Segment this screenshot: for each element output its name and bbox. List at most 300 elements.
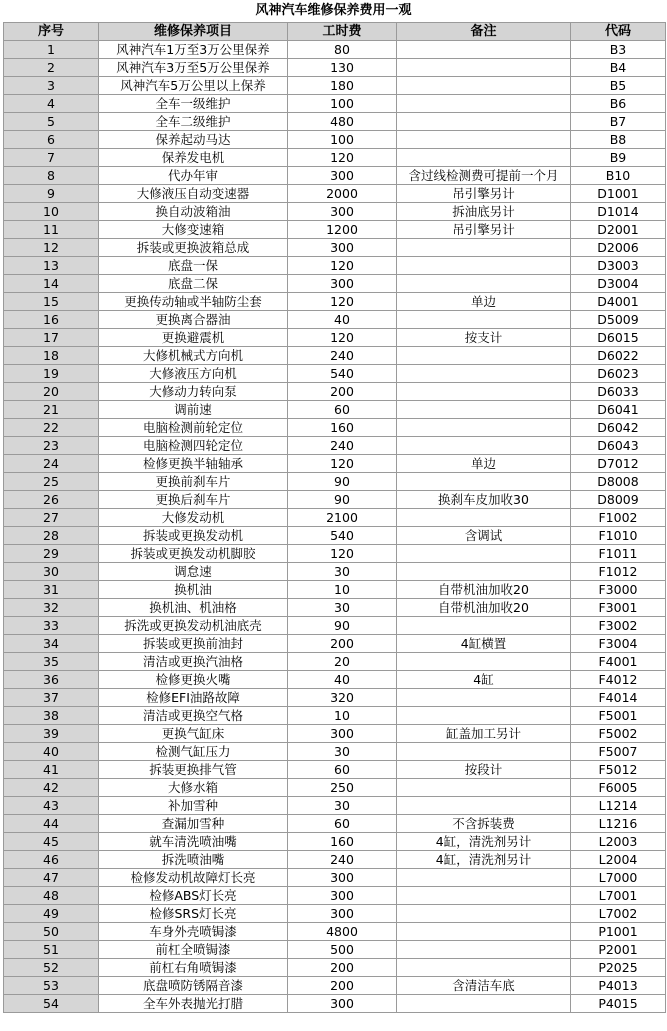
labor-fee: 500 [288, 941, 397, 959]
labor-fee: 60 [288, 815, 397, 833]
item-code: P4013 [571, 977, 666, 995]
row-index: 6 [4, 131, 99, 149]
remark [397, 149, 571, 167]
remark [397, 59, 571, 77]
labor-fee: 60 [288, 401, 397, 419]
item-name: 前杠右角喷锔漆 [99, 959, 288, 977]
item-code: D8009 [571, 491, 666, 509]
row-index: 52 [4, 959, 99, 977]
item-name: 换自动波箱油 [99, 203, 288, 221]
remark [397, 923, 571, 941]
row-index: 9 [4, 185, 99, 203]
remark [397, 239, 571, 257]
labor-fee: 300 [288, 869, 397, 887]
remark [397, 707, 571, 725]
labor-fee: 300 [288, 167, 397, 185]
labor-fee: 30 [288, 797, 397, 815]
remark [397, 779, 571, 797]
remark: 拆油底另计 [397, 203, 571, 221]
table-row [4, 833, 666, 851]
remark: 吊引擎另计 [397, 221, 571, 239]
table-row [4, 185, 666, 203]
item-code: D7012 [571, 455, 666, 473]
item-code: F5012 [571, 761, 666, 779]
table-row [4, 365, 666, 383]
item-name: 风神汽车5万公里以上保养 [99, 77, 288, 95]
remark: 4缸 [397, 671, 571, 689]
remark: 缸盖加工另计 [397, 725, 571, 743]
sheet-title: 风神汽车维修保养费用一观 [255, 3, 412, 18]
table-row [4, 347, 666, 365]
table-row [4, 653, 666, 671]
table-row [4, 725, 666, 743]
table-row [4, 599, 666, 617]
remark [397, 419, 571, 437]
row-index: 22 [4, 419, 99, 437]
table-row [4, 815, 666, 833]
row-index: 36 [4, 671, 99, 689]
labor-fee: 300 [288, 887, 397, 905]
row-index: 45 [4, 833, 99, 851]
labor-fee: 320 [288, 689, 397, 707]
item-name: 大修水箱 [99, 779, 288, 797]
labor-fee: 80 [288, 41, 397, 59]
row-index: 19 [4, 365, 99, 383]
row-index: 23 [4, 437, 99, 455]
row-index: 5 [4, 113, 99, 131]
row-index: 25 [4, 473, 99, 491]
table-row [4, 149, 666, 167]
item-code: D2001 [571, 221, 666, 239]
row-index: 13 [4, 257, 99, 275]
remark [397, 563, 571, 581]
labor-fee: 100 [288, 131, 397, 149]
row-index: 37 [4, 689, 99, 707]
table-row [4, 329, 666, 347]
item-code: D3003 [571, 257, 666, 275]
table-row [4, 455, 666, 473]
remark [397, 383, 571, 401]
item-code: L2003 [571, 833, 666, 851]
labor-fee: 30 [288, 563, 397, 581]
item-name: 清洁或更换汽油格 [99, 653, 288, 671]
item-code: L7002 [571, 905, 666, 923]
item-name: 大修发动机 [99, 509, 288, 527]
labor-fee: 160 [288, 833, 397, 851]
item-code: D3004 [571, 275, 666, 293]
remark [397, 131, 571, 149]
row-index: 29 [4, 545, 99, 563]
item-code: D1001 [571, 185, 666, 203]
labor-fee: 60 [288, 761, 397, 779]
row-index: 50 [4, 923, 99, 941]
table-row [4, 869, 666, 887]
row-index: 7 [4, 149, 99, 167]
item-code: F3002 [571, 617, 666, 635]
remark: 自带机油加收20 [397, 599, 571, 617]
item-code: D4001 [571, 293, 666, 311]
labor-fee: 120 [288, 329, 397, 347]
row-index: 54 [4, 995, 99, 1013]
item-code: L7000 [571, 869, 666, 887]
item-name: 调前速 [99, 401, 288, 419]
labor-fee: 10 [288, 581, 397, 599]
table-row [4, 905, 666, 923]
row-index: 11 [4, 221, 99, 239]
item-name: 更换气缸床 [99, 725, 288, 743]
labor-fee: 300 [288, 203, 397, 221]
item-code: B10 [571, 167, 666, 185]
row-index: 14 [4, 275, 99, 293]
labor-fee: 90 [288, 473, 397, 491]
item-name: 风神汽车1万至3万公里保养 [99, 41, 288, 59]
remark [397, 653, 571, 671]
table-row [4, 527, 666, 545]
labor-fee: 300 [288, 905, 397, 923]
remark [397, 401, 571, 419]
remark [397, 869, 571, 887]
labor-fee: 4800 [288, 923, 397, 941]
row-index: 2 [4, 59, 99, 77]
remark: 自带机油加收20 [397, 581, 571, 599]
labor-fee: 2100 [288, 509, 397, 527]
table-row [4, 491, 666, 509]
labor-fee: 130 [288, 59, 397, 77]
remark [397, 275, 571, 293]
item-code: F1012 [571, 563, 666, 581]
labor-fee: 300 [288, 239, 397, 257]
item-code: D6041 [571, 401, 666, 419]
remark [397, 77, 571, 95]
item-code: B3 [571, 41, 666, 59]
header-remark: 备注 [397, 23, 571, 41]
table-row [4, 113, 666, 131]
row-index: 30 [4, 563, 99, 581]
item-code: B6 [571, 95, 666, 113]
row-index: 24 [4, 455, 99, 473]
row-index: 18 [4, 347, 99, 365]
table-row [4, 977, 666, 995]
table-row [4, 275, 666, 293]
item-code: L1214 [571, 797, 666, 815]
row-index: 28 [4, 527, 99, 545]
remark [397, 509, 571, 527]
row-index: 46 [4, 851, 99, 869]
remark: 4缸横置 [397, 635, 571, 653]
table-row [4, 995, 666, 1013]
remark: 单边 [397, 293, 571, 311]
row-index: 17 [4, 329, 99, 347]
item-name: 换机油、机油格 [99, 599, 288, 617]
item-name: 底盘一保 [99, 257, 288, 275]
item-name: 清洁或更换空气格 [99, 707, 288, 725]
labor-fee: 240 [288, 437, 397, 455]
remark [397, 941, 571, 959]
remark [397, 887, 571, 905]
row-index: 21 [4, 401, 99, 419]
labor-fee: 180 [288, 77, 397, 95]
remark [397, 959, 571, 977]
row-index: 47 [4, 869, 99, 887]
remark: 单边 [397, 455, 571, 473]
item-name: 底盘喷防锈隔音漆 [99, 977, 288, 995]
row-index: 34 [4, 635, 99, 653]
item-name: 大修变速箱 [99, 221, 288, 239]
row-index: 4 [4, 95, 99, 113]
remark: 换刹车皮加收30 [397, 491, 571, 509]
row-index: 41 [4, 761, 99, 779]
row-index: 10 [4, 203, 99, 221]
item-code: L1216 [571, 815, 666, 833]
item-name: 检修EFI油路故障 [99, 689, 288, 707]
labor-fee: 90 [288, 617, 397, 635]
item-name: 更换前刹车片 [99, 473, 288, 491]
item-code: F4014 [571, 689, 666, 707]
item-code: D5009 [571, 311, 666, 329]
item-name: 补加雪种 [99, 797, 288, 815]
labor-fee: 40 [288, 311, 397, 329]
row-index: 35 [4, 653, 99, 671]
labor-fee: 10 [288, 707, 397, 725]
item-name: 拆装或更换发动机 [99, 527, 288, 545]
row-index: 12 [4, 239, 99, 257]
table-row [4, 761, 666, 779]
item-code: F4001 [571, 653, 666, 671]
item-code: D6043 [571, 437, 666, 455]
remark [397, 905, 571, 923]
remark [397, 995, 571, 1013]
table-row [4, 95, 666, 113]
labor-fee: 540 [288, 527, 397, 545]
item-name: 检修ABS灯长亮 [99, 887, 288, 905]
item-name: 拆装或更换波箱总成 [99, 239, 288, 257]
labor-fee: 40 [288, 671, 397, 689]
item-name: 换机油 [99, 581, 288, 599]
item-name: 拆洗喷油嘴 [99, 851, 288, 869]
row-index: 38 [4, 707, 99, 725]
table-row [4, 887, 666, 905]
item-name: 代办年审 [99, 167, 288, 185]
table-row [4, 743, 666, 761]
table-row [4, 581, 666, 599]
item-name: 拆洗或更换发动机油底壳 [99, 617, 288, 635]
remark [397, 473, 571, 491]
item-code: P2025 [571, 959, 666, 977]
table-body [4, 41, 666, 1013]
row-index: 26 [4, 491, 99, 509]
remark [397, 545, 571, 563]
table-row [4, 563, 666, 581]
row-index: 3 [4, 77, 99, 95]
item-name: 更换传动轴或半轴防尘套 [99, 293, 288, 311]
item-name: 拆装或更换前油封 [99, 635, 288, 653]
item-code: D1014 [571, 203, 666, 221]
item-code: F3000 [571, 581, 666, 599]
labor-fee: 120 [288, 257, 397, 275]
row-index: 53 [4, 977, 99, 995]
header-item: 维修保养项目 [99, 23, 288, 41]
item-name: 电脑检测四轮定位 [99, 437, 288, 455]
labor-fee: 540 [288, 365, 397, 383]
item-name: 电脑检测前轮定位 [99, 419, 288, 437]
table-row [4, 221, 666, 239]
labor-fee: 20 [288, 653, 397, 671]
item-name: 检测气缸压力 [99, 743, 288, 761]
item-code: L2004 [571, 851, 666, 869]
table-row [4, 383, 666, 401]
item-code: F3004 [571, 635, 666, 653]
item-name: 查漏加雪种 [99, 815, 288, 833]
table-row [4, 689, 666, 707]
labor-fee: 1200 [288, 221, 397, 239]
remark: 按支计 [397, 329, 571, 347]
item-code: D8008 [571, 473, 666, 491]
item-code: B8 [571, 131, 666, 149]
table-row [4, 41, 666, 59]
table-row [4, 923, 666, 941]
item-name: 就车清洗喷油嘴 [99, 833, 288, 851]
item-code: D6023 [571, 365, 666, 383]
labor-fee: 480 [288, 113, 397, 131]
remark: 按段计 [397, 761, 571, 779]
item-code: F6005 [571, 779, 666, 797]
item-name: 拆装更换排气管 [99, 761, 288, 779]
row-index: 20 [4, 383, 99, 401]
item-name: 调怠速 [99, 563, 288, 581]
item-code: D6022 [571, 347, 666, 365]
labor-fee: 240 [288, 851, 397, 869]
item-name: 检修SRS灯长亮 [99, 905, 288, 923]
labor-fee: 200 [288, 635, 397, 653]
item-name: 大修机械式方向机 [99, 347, 288, 365]
labor-fee: 200 [288, 959, 397, 977]
remark [397, 113, 571, 131]
item-code: F5002 [571, 725, 666, 743]
labor-fee: 30 [288, 743, 397, 761]
item-name: 更换离合器油 [99, 311, 288, 329]
table-row [4, 59, 666, 77]
item-code: F4012 [571, 671, 666, 689]
item-code: F3001 [571, 599, 666, 617]
item-name: 更换避震机 [99, 329, 288, 347]
table-row [4, 311, 666, 329]
labor-fee: 250 [288, 779, 397, 797]
remark [397, 437, 571, 455]
item-code: F5007 [571, 743, 666, 761]
item-code: P1001 [571, 923, 666, 941]
table-row [4, 293, 666, 311]
remark: 含清洁车底 [397, 977, 571, 995]
item-code: B4 [571, 59, 666, 77]
item-name: 检修更换火嘴 [99, 671, 288, 689]
item-code: L7001 [571, 887, 666, 905]
labor-fee: 300 [288, 725, 397, 743]
remark [397, 311, 571, 329]
item-code: B5 [571, 77, 666, 95]
row-index: 16 [4, 311, 99, 329]
item-code: D6015 [571, 329, 666, 347]
table-row [4, 941, 666, 959]
item-name: 更换后刹车片 [99, 491, 288, 509]
header-code: 代码 [571, 23, 666, 41]
table-row [4, 635, 666, 653]
item-name: 检修发动机故障灯长亮 [99, 869, 288, 887]
remark: 4缸，清洗剂另计 [397, 833, 571, 851]
table-row [4, 671, 666, 689]
labor-fee: 120 [288, 293, 397, 311]
item-name: 底盘二保 [99, 275, 288, 293]
table-row [4, 437, 666, 455]
row-index: 39 [4, 725, 99, 743]
table-row [4, 707, 666, 725]
item-code: F1002 [571, 509, 666, 527]
item-code: B7 [571, 113, 666, 131]
remark: 不含拆装费 [397, 815, 571, 833]
row-index: 1 [4, 41, 99, 59]
row-index: 43 [4, 797, 99, 815]
item-name: 检修更换半轴轴承 [99, 455, 288, 473]
row-index: 33 [4, 617, 99, 635]
item-name: 保养发电机 [99, 149, 288, 167]
labor-fee: 120 [288, 149, 397, 167]
header-row [4, 23, 666, 41]
remark [397, 347, 571, 365]
item-code: P2001 [571, 941, 666, 959]
item-code: F1010 [571, 527, 666, 545]
row-index: 27 [4, 509, 99, 527]
item-name: 前杠全喷锔漆 [99, 941, 288, 959]
table-row [4, 509, 666, 527]
remark [397, 365, 571, 383]
row-index: 42 [4, 779, 99, 797]
table-row [4, 779, 666, 797]
labor-fee: 120 [288, 455, 397, 473]
labor-fee: 300 [288, 995, 397, 1013]
table-row [4, 797, 666, 815]
item-name: 车身外壳喷锔漆 [99, 923, 288, 941]
maintenance-fee-table [3, 22, 666, 1013]
remark [397, 257, 571, 275]
remark: 吊引擎另计 [397, 185, 571, 203]
row-index: 49 [4, 905, 99, 923]
remark [397, 95, 571, 113]
remark [397, 41, 571, 59]
table-row [4, 239, 666, 257]
row-index: 15 [4, 293, 99, 311]
labor-fee: 300 [288, 275, 397, 293]
remark [397, 617, 571, 635]
table-row [4, 473, 666, 491]
table-row [4, 851, 666, 869]
table-row [4, 545, 666, 563]
remark: 含过线检测费可提前一个月 [397, 167, 571, 185]
row-index: 8 [4, 167, 99, 185]
remark: 4缸，清洗剂另计 [397, 851, 571, 869]
item-name: 大修液压自动变速器 [99, 185, 288, 203]
table-row [4, 131, 666, 149]
labor-fee: 90 [288, 491, 397, 509]
labor-fee: 120 [288, 545, 397, 563]
table-row [4, 203, 666, 221]
row-index: 40 [4, 743, 99, 761]
item-name: 拆装或更换发动机脚胶 [99, 545, 288, 563]
labor-fee: 30 [288, 599, 397, 617]
item-name: 保养起动马达 [99, 131, 288, 149]
table-row [4, 401, 666, 419]
header-labor-fee: 工时费 [288, 23, 397, 41]
labor-fee: 200 [288, 383, 397, 401]
item-code: B9 [571, 149, 666, 167]
